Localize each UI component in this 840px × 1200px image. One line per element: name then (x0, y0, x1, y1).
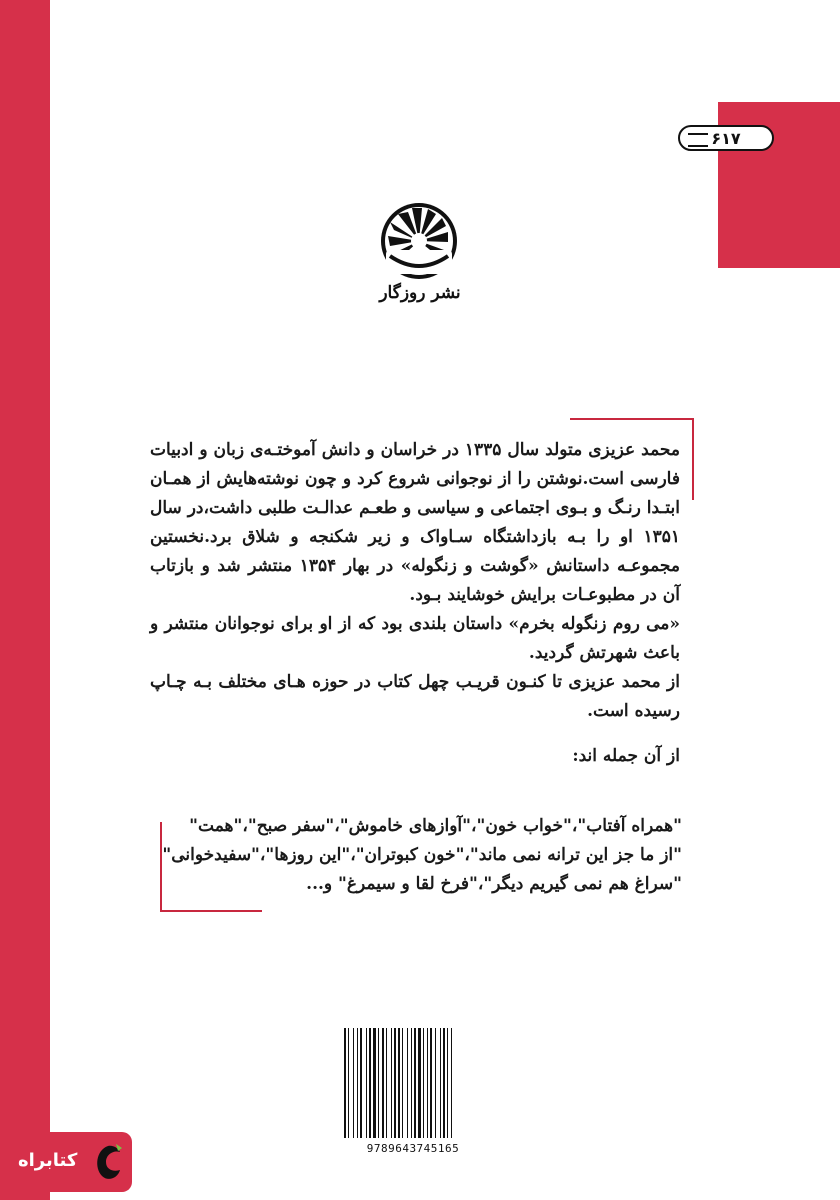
barcode-bar (411, 1028, 412, 1138)
barcode-bar (414, 1028, 416, 1138)
bio-paragraph: «می روم زنگوله بخرم» داستان بلندی بود که از او برای نوجوانان منتشر و باعث شهرتش گردید. (150, 614, 680, 663)
books-list-line: "سراغ هم نمی گیریم دیگر"،"فرخ لقا و سیمرغ" و... (306, 874, 682, 894)
barcode-bar (447, 1028, 448, 1138)
barcode-bar (366, 1028, 367, 1138)
barcode-bars (338, 1028, 488, 1140)
barcode-bar (427, 1028, 428, 1138)
books-list-line: "از ما جز این ترانه نمی ماند"،"خون کبوتران"،"این روزها"،"سفیدخوانی" (162, 845, 682, 865)
barcode-bar (369, 1028, 371, 1138)
spine-strip (0, 0, 50, 1200)
barcode-bar (451, 1028, 452, 1138)
barcode-bar (394, 1028, 396, 1138)
barcode-bar (382, 1028, 384, 1138)
watermark-text: کتابراه (18, 1150, 78, 1171)
barcode-bar (398, 1028, 400, 1138)
books-list-line: "همراه آفتاب"،"خواب خون"،"آوازهای خاموش"،"سفر صبح"،"همت" (189, 816, 682, 836)
barcode-bar (440, 1028, 441, 1138)
barcode-bar (418, 1028, 421, 1138)
ketabrah-watermark (8, 1132, 132, 1192)
bio-paragraph: محمد عزیزی متولد سال ۱۳۳۵ در خراسان و دانش آموختـه‌ی زبان و ادبیات فارسی است.نوشتن را از نوجوانی شروع کرد و چون نوشته‌هایش از همـان ابتـدا رنـگ و بـوی اجتماعی و سیاسی و طعـم عدالـت طلبی داشت،در سال ۱۳۵۱ او را بـه بازداشتگاه سـاواک و زیر شکنجه و شلاق برد.نخستین مجموعـه داستانش «گوشت و زنگوله» در بهار ۱۳۵۴ منتشر شد و بازتاب آن در مطبوعـات برایش خوشایند بـود. (150, 440, 681, 605)
barcode-bar (353, 1028, 354, 1138)
isbn-number: 9789643745165 (366, 1142, 460, 1155)
barcode-bar (407, 1028, 408, 1138)
publisher-name: نشر روزگار (379, 283, 461, 303)
barcode-bar (443, 1028, 445, 1138)
barcode-bar (360, 1028, 362, 1138)
books-intro: از آن جمله اند: (572, 746, 680, 766)
books-list (150, 812, 682, 899)
barcode-bar (386, 1028, 387, 1138)
barcode-bar (348, 1028, 349, 1138)
barcode-bar (402, 1028, 403, 1138)
barcode-bar (430, 1028, 432, 1138)
author-biography (150, 436, 680, 771)
barcode-bar (435, 1028, 436, 1138)
ketabrah-logo-icon (92, 1142, 124, 1182)
barcode-bar (391, 1028, 392, 1138)
isbn-barcode (338, 1028, 488, 1160)
barcode-bar (344, 1028, 346, 1138)
barcode-bar (378, 1028, 379, 1138)
barcode-bar (373, 1028, 376, 1138)
barcode-bar (423, 1028, 424, 1138)
series-number-badge (678, 125, 774, 151)
flower-ornament-logo-icon (378, 200, 460, 282)
bio-paragraph: از محمد عزیزی تا کنـون قریـب چهل کتاب در حوزه‌ هـای مختلف بـه چـاپ رسیده است. (150, 672, 680, 721)
series-number: ۶۱۷ (711, 128, 741, 148)
book-icon (688, 133, 708, 147)
barcode-bar (357, 1028, 358, 1138)
